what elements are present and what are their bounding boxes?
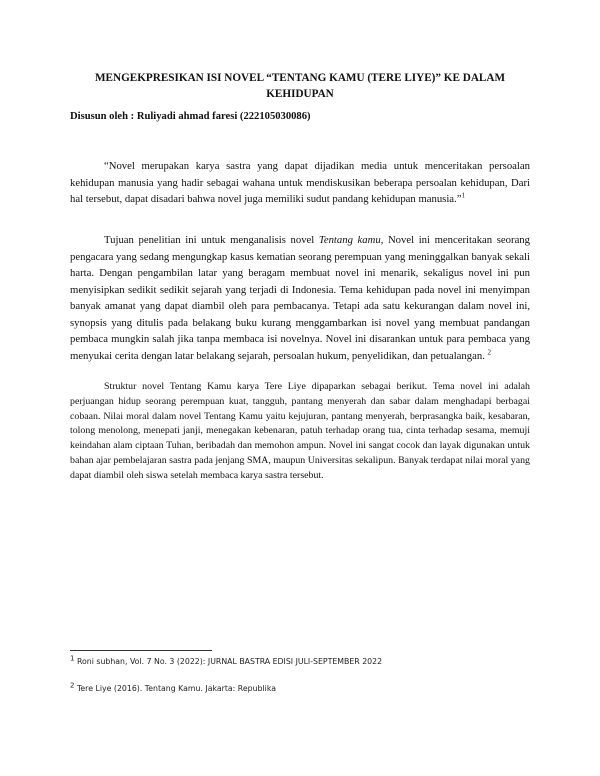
paragraph-quote [70,158,530,208]
footnote-1 [70,654,530,666]
footnote-1-text: Roni subhan, Vol. 7 No. 3 (2022): JURNAL BASTRA EDISI JULI-SEPTEMBER 2022 [76,657,383,666]
footnote-1-number: 1 [70,654,75,663]
document-title: MENGEKPRESIKAN ISI NOVEL “TENTANG KAMU (TERE LIYE)” KE DALAM KEHIDUPAN [94,72,506,100]
paragraph-purpose-lead: Tujuan penelitian ini untuk menganalisis novel [104,234,319,246]
footnote-2-number: 2 [70,681,75,690]
author-line: Disusun oleh : Ruliyadi ahmad faresi (222105030086) [70,111,311,122]
novel-title-italic: Tentang kamu [318,234,381,246]
paragraph-quote-text: “Novel merupakan karya sastra yang dapat dijadikan media untuk menceritakan persoalan kehidupan manusia yang hadir sebagai wahana untuk mendiskusikan beberapa persoalan kehidupan, Dari hal tersebut, dapat disadari bahwa novel juga memiliki sudut pandang kehidupan manusia.” [70,160,530,205]
footnote-divider [70,650,212,651]
paragraph-structure: Struktur novel Tentang Kamu karya Tere Liye dipaparkan sebagai berikut. Tema novel ini adalah perjuangan hidup seorang perempuan kuat, tangguh, pantang menyerah dan sabar dalam menghadapi berbagai cobaan. Nilai moral dalam novel Tentang Kamu yaitu kejujuran, pantang menyerah, berprasangka baik, kesabaran, tolong menolong, menepati janji, menegakan kebenaran, patuh terhadap orang tua, cinta terhadap sesama, memuji keindahan alam ciptaan Tuhan, beribadah dan memohon ampun. Novel ini sangat cocok dan layak digunakan untuk bahan ajar pembelajaran sastra pada jenjang SMA, maupun Universitas sekalipun. Banyak terdapat nilai moral yang dapat diambil oleh siswa setelah membaca karya sastra tersebut. [70,381,530,481]
footnote-ref-1: 1 [461,191,465,200]
footnote-ref-2: 2 [487,347,492,356]
footnote-2-text: Tere Liye (2016). Tentang Kamu. Jakarta: Republika [76,684,276,693]
footnote-2 [70,681,530,693]
paragraph-purpose-body: , Novel ini menceritakan seorang pengacara yang sedang mengungkap kasus kematian seorang perempuan yang meninggalkan banyak sekali harta. Dengan pengambilan latar yang beragam membuat novel ini menarik, sekaligus novel ini pun menyisipkan sedikit sedikit sejarah yang terjadi di Indonesia. Tema kehidupan pada novel ini menyimpan banyak amanat yang dapat diambil oleh para pembacanya. Tetapi ada satu kekurangan dalam novel ini, synopsis yang ditulis pada belakang buku kurang menggambarkan isi novel yang membuat pandangan pembaca mungkin salah jika tanpa membaca isi novelnya. Novel ini disarankan untuk para pembaca yang menyukai cerita dengan latar belakang sejarah, persoalan hukum, penyelidikan, dan petualangan. [70,234,530,362]
paragraph-purpose [70,232,530,364]
